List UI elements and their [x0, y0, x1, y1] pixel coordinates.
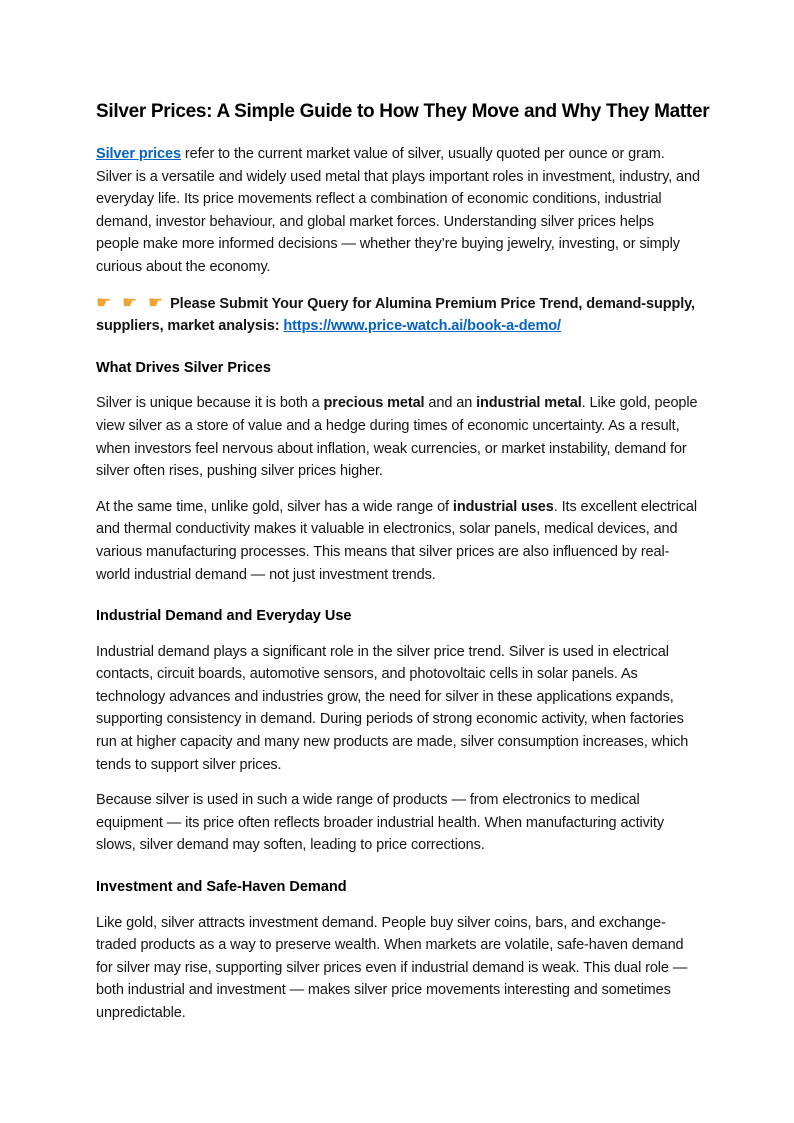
paragraph: Because silver is used in such a wide range of products — from electronics to medical equipment — its price often reflects broader industrial health. When manufacturing activity slows, silver demand may soften, leading to price corrections. [96, 792, 664, 854]
text-run: refer to the current market value of silver, usually quoted per ounce or gram. Silver is a versatile and widely used metal that plays important roles in investment, industry, and everyday life. Its price movements reflect a combination of economic conditions, industrial demand, investor behaviour, and global market forces. Understanding silver prices helps people make more informed decisions — whether they’re buying jewelry, investing, or simply curious about the economy. [96, 146, 700, 275]
text-run: At the same time, unlike gold, silver has a wide range of [96, 498, 453, 515]
paragraph [96, 392, 700, 482]
pointing-finger-emojis: ☛ ☛ ☛ [96, 292, 167, 312]
silver-prices-link[interactable]: Silver prices [96, 146, 181, 162]
bold-run: industrial metal [476, 395, 582, 412]
book-demo-link[interactable]: https://www.price-watch.ai/book-a-demo/ [283, 318, 561, 335]
paragraph [96, 496, 700, 586]
text-run: and an [424, 395, 477, 412]
text-run: . Like gold, people view silver as a store of value and a hedge during times of economic uncertainty. As a result, when investors feel nervous about inflation, weak currencies, or market instability, demand for silver often rises, pushing silver prices higher. [96, 395, 698, 480]
cta-paragraph [96, 292, 700, 338]
cta-text: Please Submit Your Query for Alumina Premium Price Trend, demand-supply, suppliers, market analysis: [96, 295, 695, 335]
text-run: . Its excellent electrical and thermal conductivity makes it valuable in electronics, solar panels, medical devices, and various manufacturing processes. This means that silver prices are also influenced by real-world industrial demand — not just investment trends. [96, 498, 697, 583]
intro-paragraph [96, 143, 700, 279]
paragraph: Like gold, silver attracts investment demand. People buy silver coins, bars, and exchange-traded products as a way to preserve wealth. When markets are volatile, safe-haven demand for silver may rise, supporting silver prices even if industrial demand is weak. This dual role — both industrial and investment — makes silver price movements interesting and sometimes unpredictable. [96, 914, 688, 1021]
text-run: Silver is unique because it is both a [96, 395, 324, 412]
page-title: Silver Prices: A Simple Guide to How They Move and Why They Matter [96, 101, 710, 122]
bold-run: precious metal [323, 395, 425, 412]
paragraph: Industrial demand plays a significant role in the silver price trend. Silver is used in electrical contacts, circuit boards, automotive sensors, and photovoltaic cells in solar panels. As technology advances and industries grow, the need for silver in these applications expands, supporting consistency in demand. During periods of strong economic activity, when factories run at higher capacity and many new products are made, silver consumption increases, which tends to support silver prices. [96, 643, 689, 773]
section-heading-industrial-demand: Industrial Demand and Everyday Use [96, 608, 352, 625]
bold-run: industrial uses [452, 498, 554, 515]
section-heading-investment: Investment and Safe-Haven Demand [96, 879, 347, 896]
section-heading-what-drives: What Drives Silver Prices [96, 359, 271, 376]
